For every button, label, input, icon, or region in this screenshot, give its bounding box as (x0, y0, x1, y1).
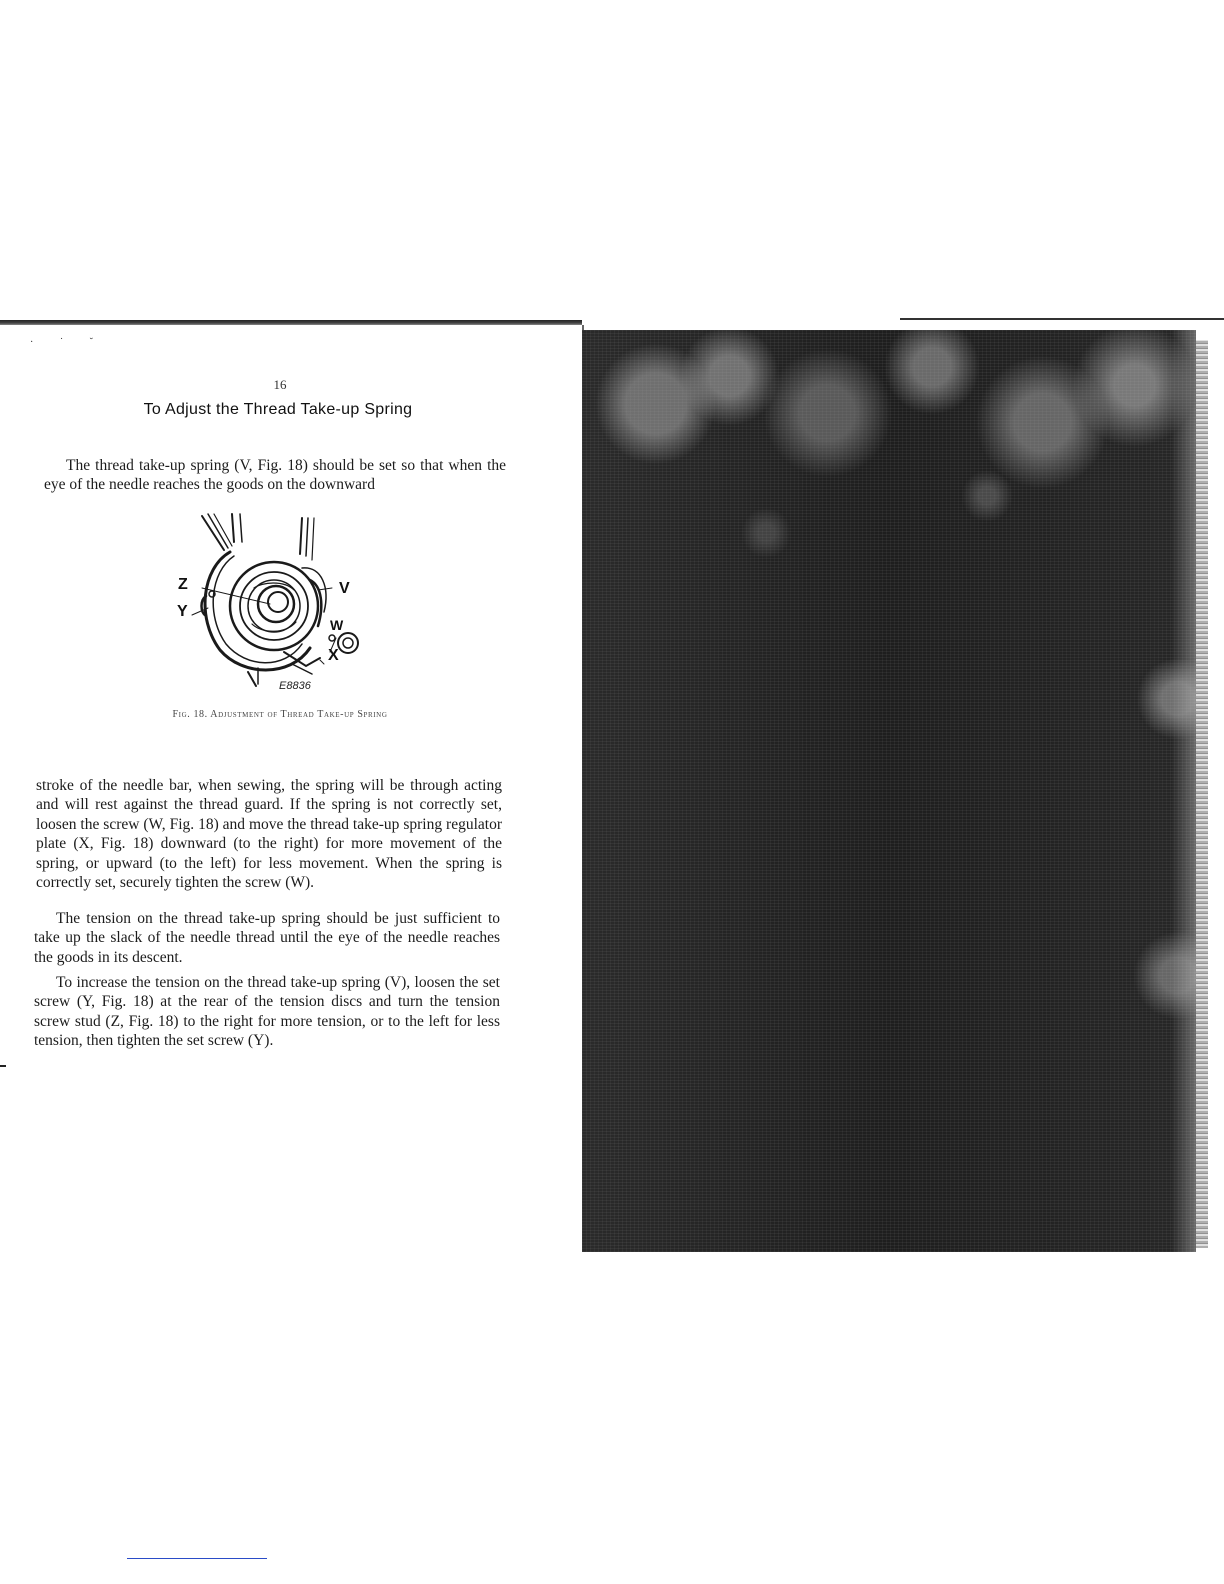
right-page-scan (582, 330, 1196, 1252)
figure-18 (172, 508, 372, 698)
left-page (0, 325, 584, 1252)
paragraph-2: stroke of the needle bar, when sewing, the spring will be through acting and will rest against the thread guard. If the spring is not correctly set, loosen the screw (W, Fig. 18) and move the thread take-up spring regulator plate (X, Fig. 18) downward (to the right) for more movement of the spring, or upward (to the left) for less movement. When the spring is correctly set, securely tighten the screw (W). (36, 776, 502, 892)
figure-caption: Fig. 18. Adjustment of Thread Take-up Spring (172, 709, 388, 720)
paragraph-1: The thread take-up spring (V, Fig. 18) should be set so that when the eye of the needle reaches the goods on the downward (44, 456, 506, 494)
scan-specks: · ˙ ˘ (30, 337, 105, 348)
scan-top-edge-right (900, 318, 1224, 320)
page-number: 16 (273, 377, 287, 392)
label-z: Z (178, 576, 188, 593)
label-v: V (339, 580, 350, 597)
right-page-edge (1196, 340, 1208, 1248)
bottom-link-underline (127, 1558, 267, 1559)
paragraph-3: The tension on the thread take-up spring should be just sufficient to take up the slack of the needle thread until the eye of the needle reaches the goods in its descent. (34, 909, 500, 966)
label-x: X (328, 647, 339, 664)
paragraph-4: To increase the tension on the thread take-up spring (V), loosen the set screw (Y, Fig. 18) at the rear of the tension discs and turn the tension screw stud (Z, Fig. 18) to the right for more tension, or to the left for less tension, then tighten the set screw (Y). (34, 973, 500, 1050)
label-w: W (330, 617, 344, 633)
scan-edge-mark (0, 1065, 6, 1067)
section-heading: To Adjust the Thread Take-up Spring (143, 401, 413, 418)
take-up-spring-diagram (172, 508, 372, 698)
figure-code: E8836 (279, 680, 311, 692)
label-y: Y (177, 603, 188, 620)
